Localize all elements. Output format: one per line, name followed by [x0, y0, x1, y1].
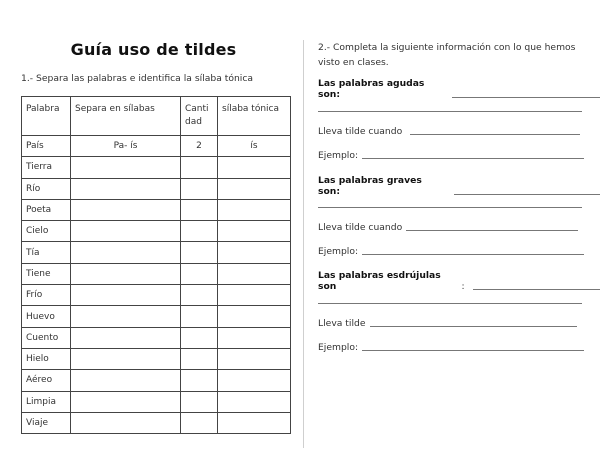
tonic-syllable-cell[interactable] [218, 285, 291, 306]
count-cell[interactable] [181, 327, 218, 348]
table-row [22, 157, 291, 178]
word-cell: País [22, 136, 71, 157]
esdrujulas-ejemplo-row [318, 342, 584, 353]
graves-tilde-label: Lleva tilde cuando [318, 222, 403, 233]
tonic-syllable-cell[interactable] [218, 263, 291, 284]
count-cell[interactable] [181, 157, 218, 178]
count-cell[interactable] [181, 242, 218, 263]
column-divider [303, 40, 304, 448]
count-cell[interactable] [181, 412, 218, 433]
esdrujulas-ejemplo-line[interactable] [362, 349, 584, 351]
count-cell[interactable] [181, 178, 218, 199]
table-row [22, 306, 291, 327]
count-cell[interactable] [181, 285, 218, 306]
graves-label: Las palabras graves son: [318, 175, 422, 197]
word-cell: Cielo [22, 221, 71, 242]
table-row [22, 178, 291, 199]
syllables-cell[interactable] [71, 412, 181, 433]
graves-row [318, 175, 600, 197]
table-row [22, 391, 291, 412]
tonic-syllable-cell[interactable] [218, 306, 291, 327]
esdrujulas-tilde-row [318, 318, 577, 329]
graves-ejemplo-label: Ejemplo: [318, 246, 359, 257]
table-row [22, 263, 291, 284]
count-cell[interactable]: 2 [181, 136, 218, 157]
tonic-syllable-cell[interactable] [218, 199, 291, 220]
syllables-cell[interactable] [71, 391, 181, 412]
esdrujulas-ejemplo-label: Ejemplo: [318, 342, 359, 353]
tonic-syllable-cell[interactable] [218, 370, 291, 391]
word-cell: Cuento [22, 327, 71, 348]
word-cell: Limpia [22, 391, 71, 412]
syllables-cell[interactable]: Pa- ís [71, 136, 181, 157]
section2-instruction: 2.- Completa la siguiente información con lo que hemos visto en clases. [318, 42, 576, 68]
agudas-answer-line[interactable] [452, 96, 600, 98]
header-tonica: sílaba tónica [218, 97, 291, 136]
word-cell: Frío [22, 285, 71, 306]
tonic-syllable-cell[interactable] [218, 221, 291, 242]
count-cell[interactable] [181, 370, 218, 391]
graves-answer-line-2[interactable] [318, 207, 582, 208]
table-row [22, 285, 291, 306]
table-row [22, 136, 291, 157]
agudas-answer-line-2[interactable] [318, 111, 582, 112]
table-row [22, 199, 291, 220]
syllables-cell[interactable] [71, 178, 181, 199]
word-cell: Tía [22, 242, 71, 263]
tonic-syllable-cell[interactable]: ís [218, 136, 291, 157]
syllables-cell[interactable] [71, 221, 181, 242]
esdrujulas-row: Las palabras esdrújulas son : [318, 270, 600, 292]
table-header-row [22, 97, 291, 136]
count-cell[interactable] [181, 306, 218, 327]
section1-instruction: 1.- Separa las palabras e identifica la sílaba tónica [21, 73, 254, 84]
count-cell[interactable] [181, 391, 218, 412]
syllables-cell[interactable] [71, 327, 181, 348]
count-cell[interactable] [181, 263, 218, 284]
tonic-syllable-cell[interactable] [218, 412, 291, 433]
header-separa: Separa en sílabas [71, 97, 181, 136]
esdrujulas-tilde-line[interactable] [370, 325, 577, 327]
agudas-ejemplo-label: Ejemplo: [318, 150, 359, 161]
syllables-cell[interactable] [71, 285, 181, 306]
syllables-cell[interactable] [71, 370, 181, 391]
agudas-tilde-label: Lleva tilde cuando [318, 126, 403, 137]
word-cell: Huevo [22, 306, 71, 327]
count-cell[interactable] [181, 199, 218, 220]
table-row [22, 370, 291, 391]
word-cell: Tiene [22, 263, 71, 284]
tonic-syllable-cell[interactable] [218, 348, 291, 369]
tonic-syllable-cell[interactable] [218, 391, 291, 412]
syllables-cell[interactable] [71, 348, 181, 369]
word-cell: Viaje [22, 412, 71, 433]
syllables-cell[interactable] [71, 199, 181, 220]
agudas-tilde-row [318, 126, 580, 137]
table-row [22, 327, 291, 348]
esdrujulas-answer-line[interactable] [473, 288, 600, 290]
syllables-cell[interactable] [71, 242, 181, 263]
word-cell: Poeta [22, 199, 71, 220]
word-cell: Aéreo [22, 370, 71, 391]
header-palabra: Palabra [22, 97, 71, 136]
syllables-cell[interactable] [71, 263, 181, 284]
table-row [22, 348, 291, 369]
table-row [22, 412, 291, 433]
agudas-label: Las palabras agudas son: [318, 78, 425, 100]
graves-tilde-row [318, 222, 578, 233]
agudas-ejemplo-line[interactable] [362, 157, 584, 159]
tonic-syllable-cell[interactable] [218, 327, 291, 348]
word-cell: Tierra [22, 157, 71, 178]
agudas-ejemplo-row [318, 150, 584, 161]
esdrujulas-tilde-label: Lleva tilde [318, 318, 366, 329]
agudas-row [318, 78, 600, 100]
syllables-cell[interactable] [71, 306, 181, 327]
esdrujulas-label: Las palabras esdrújulas son [318, 270, 441, 292]
syllables-cell[interactable] [71, 157, 181, 178]
tonic-syllable-cell[interactable] [218, 178, 291, 199]
word-cell: Río [22, 178, 71, 199]
page-title: Guía uso de tildes [70, 40, 237, 59]
esdrujulas-answer-line-2[interactable] [318, 303, 582, 304]
count-cell[interactable] [181, 221, 218, 242]
graves-ejemplo-row [318, 246, 584, 257]
count-cell[interactable] [181, 348, 218, 369]
table-row [22, 221, 291, 242]
word-cell: Hielo [22, 348, 71, 369]
table-row [22, 242, 291, 263]
tonic-syllable-cell[interactable] [218, 242, 291, 263]
agudas-tilde-line[interactable] [410, 133, 580, 135]
graves-tilde-line[interactable] [406, 229, 578, 231]
graves-ejemplo-line[interactable] [362, 253, 584, 255]
syllable-table [21, 96, 291, 434]
tonic-syllable-cell[interactable] [218, 157, 291, 178]
graves-answer-line[interactable] [454, 193, 600, 195]
header-cantidad: Canti dad [181, 97, 218, 136]
